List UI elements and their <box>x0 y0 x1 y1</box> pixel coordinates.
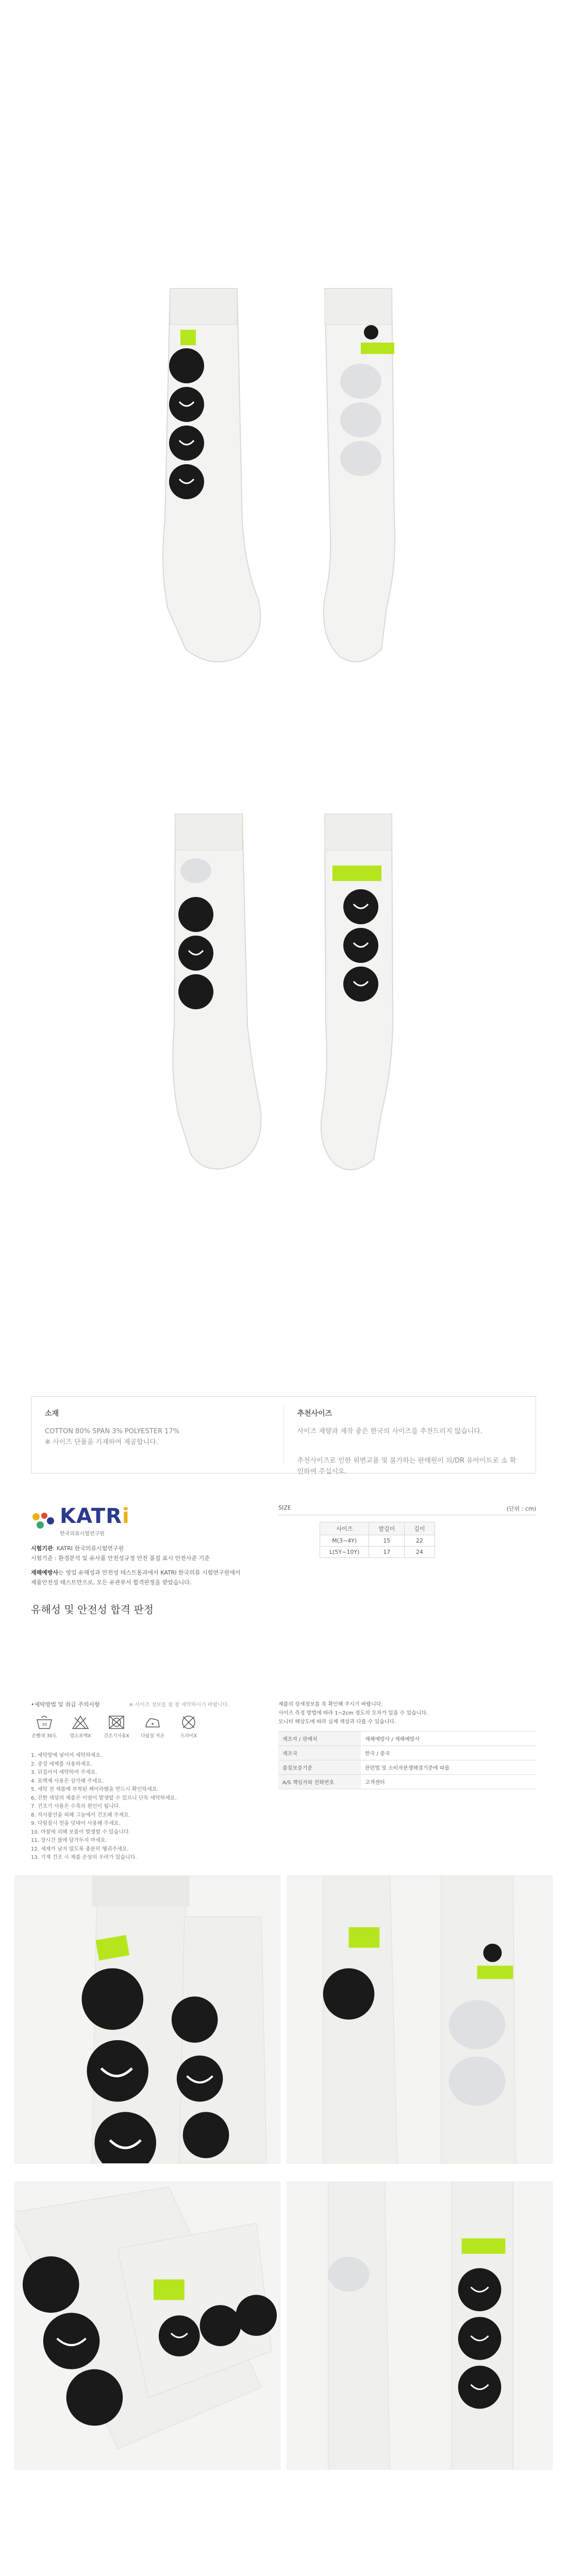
material-value: COTTON 80% SPAN 3% POLYESTER 17% <box>45 1428 180 1436</box>
detail-photo-2 <box>287 1875 553 2164</box>
katri-body1-label: 시험기관 <box>31 1545 53 1552</box>
size-label: SIZE <box>278 1504 291 1511</box>
wash-icon-label: 염소표백X <box>70 1734 91 1739</box>
size-cell: 15 <box>369 1535 405 1547</box>
list-item: 3. 뒤집어서 세탁하여 주세요. <box>31 1770 97 1775</box>
detail-photo-3 <box>14 2181 280 2470</box>
list-item: 13. 기계 건조 시 제품 손상의 우려가 있습니다. <box>31 1855 137 1860</box>
size-recommend-value: 사이즈 재량과 제작 좋은 한국의 사이즈를 추천드리지 않습니다. <box>297 1428 483 1436</box>
size-recommend-title: 추천사이즈 <box>297 1410 332 1418</box>
list-item: 12. 세제가 남지 않도록 충분히 헹궈주세요. <box>31 1846 129 1852</box>
size-cell: 24 <box>405 1547 435 1558</box>
material-note: ※ 사이즈 단품을 기재하여 제공합니다. <box>45 1438 158 1447</box>
wash-icon-item <box>31 1715 58 1739</box>
product-photo-sock-left <box>149 278 268 675</box>
wash-icon-label: 다림질 저온 <box>140 1734 165 1739</box>
wash-icon-label: 손빨래 30도 <box>31 1734 57 1739</box>
product-photo-sock-right <box>309 278 423 675</box>
wash-icons <box>31 1715 202 1739</box>
detail-value: 고객센터 <box>361 1775 536 1789</box>
katri-body3-label: 재해예방사 <box>31 1569 59 1577</box>
table-row <box>320 1547 435 1558</box>
wash-icon-item <box>175 1715 202 1739</box>
wash-label: •세탁방법 및 취급 주의사항 <box>31 1701 100 1708</box>
detail-notice <box>278 1700 536 1726</box>
list-item: 7. 건조기 사용은 수축의 원인이 됩니다. <box>31 1804 121 1809</box>
wash-note: ※ 사이즈 정보를 참 참 세탁하시기 바랍니다. <box>129 1702 229 1708</box>
table-row <box>278 1746 536 1760</box>
detail-photo-4 <box>287 2181 553 2470</box>
detail-value: 관련법 및 소비자분쟁해결기준에 따름 <box>361 1760 536 1775</box>
wash-icon-item <box>67 1715 94 1739</box>
table-row <box>278 1760 536 1775</box>
material-column <box>31 1397 284 1473</box>
size-col-header: 발길이 <box>369 1522 405 1535</box>
product-info-box <box>31 1396 536 1476</box>
safety-pass-title: 유해성 및 안전성 합격 판정 <box>31 1603 154 1616</box>
list-item: 8. 직사광선을 피해 그늘에서 건조해 주세요. <box>31 1812 130 1818</box>
detail-key: A/S 책임자와 전화번호 <box>278 1775 361 1789</box>
wash-icon-label: 드라이X <box>180 1734 197 1739</box>
size-recommend-note: 추천사이즈로 인한 위변교품 및 불가하는 판매원이 의/DR 유아이트로 소 확인하여 주십시오. <box>297 1457 516 1476</box>
size-recommend-column <box>284 1397 536 1476</box>
no-dry-clean-icon <box>180 1715 197 1730</box>
katri-logo-main: KATR <box>60 1504 122 1528</box>
list-item: 1. 세탁망에 넣어서 세탁하세요. <box>31 1753 103 1758</box>
svg-text:30: 30 <box>41 1722 47 1727</box>
size-unit: (단위 : cm) <box>506 1505 536 1512</box>
list-item: 9. 다림질시 천을 덧대어 사용해 주세요. <box>31 1821 121 1826</box>
size-header <box>278 1504 536 1515</box>
detail-line: 모니터 해상도에 따라 실제 색상과 다를 수 있습니다. <box>278 1719 396 1725</box>
list-item: 6. 진한 색상의 제품은 이염이 발생할 수 있으니 단독 세탁하세요. <box>31 1795 177 1801</box>
size-cell: 22 <box>405 1535 435 1547</box>
detail-table <box>278 1731 536 1789</box>
size-col-header: 사이즈 <box>320 1522 369 1535</box>
size-cell: L(5Y~10Y) <box>320 1547 369 1558</box>
wash-icon-label: 건조기사용X <box>104 1734 129 1739</box>
detail-value: 한국 / 중국 <box>361 1746 536 1760</box>
katri-emblem-icon <box>31 1512 56 1530</box>
product-photo-sock-right-2 <box>304 804 418 1180</box>
material-title: 소재 <box>45 1410 59 1418</box>
iron-low-icon <box>144 1715 161 1730</box>
size-cell: 17 <box>369 1547 405 1558</box>
size-col-header: 길이 <box>405 1522 435 1535</box>
list-item: 11. 장시간 물에 담가두지 마세요. <box>31 1838 107 1843</box>
list-item: 2. 중성 세제를 사용하세요. <box>31 1761 92 1767</box>
katri-body3: 는 영업 유해성과 안전성 테스트통과에서 KATRI 한국의류 시험연구원에서 제품안전성 테스트만으로, 모든 유관부서 합격판정을 받았습니다. <box>31 1569 241 1586</box>
table-row <box>278 1732 536 1746</box>
katri-logo-accent: i <box>122 1504 130 1528</box>
list-item: 4. 표백제 사용은 삼가해 주세요. <box>31 1778 104 1784</box>
detail-value: 재해예방사 / 재해예방사 <box>361 1732 536 1746</box>
katri-body2: 시험기준 : 환경분석 및 유사품 안전성규정 안전 품질 표시 안전사준 기준 <box>31 1554 210 1562</box>
wash-icon-item <box>103 1715 130 1739</box>
table-row <box>278 1775 536 1789</box>
no-bleach-icon <box>72 1715 89 1730</box>
size-table <box>320 1522 435 1558</box>
list-item: 5. 세탁 전 제품에 부착된 케어라벨을 반드시 확인하세요. <box>31 1787 159 1792</box>
detail-key: 제조자 / 판매처 <box>278 1732 361 1746</box>
detail-line: 제품의 상세정보를 꼭 확인해 주시기 바랍니다. <box>278 1702 383 1707</box>
katri-description <box>31 1544 247 1588</box>
size-cell: M(3~4Y) <box>320 1535 369 1547</box>
hand-wash-icon <box>36 1715 53 1730</box>
katri-section <box>31 1504 536 1860</box>
detail-photo-1 <box>14 1875 280 2164</box>
no-tumble-dry-icon <box>108 1715 125 1730</box>
katri-body1: : KATRI 한국의류시험연구원 <box>53 1545 124 1552</box>
wash-instructions-list <box>31 1752 253 1862</box>
table-row <box>320 1535 435 1547</box>
product-photo-sock-left-2 <box>160 804 263 1180</box>
size-table-header-row <box>320 1522 435 1535</box>
detail-key: 품질보증기준 <box>278 1760 361 1775</box>
katri-logo-sub: 한국의류시험연구원 <box>60 1531 105 1537</box>
list-item: 10. 마찰에 의해 보풀이 발생할 수 있습니다. <box>31 1829 130 1835</box>
detail-key: 제조국 <box>278 1746 361 1760</box>
wash-icon-item <box>139 1715 166 1739</box>
detail-line: 사이즈 측정 방법에 따라 1~2cm 정도의 오차가 있을 수 있습니다. <box>278 1710 428 1716</box>
